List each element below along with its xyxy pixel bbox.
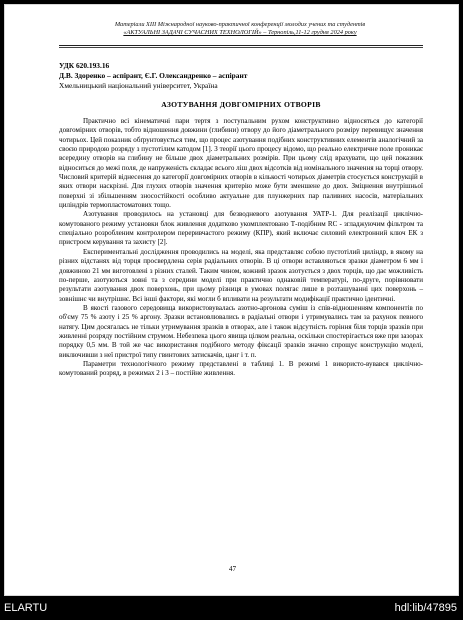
page-number: 47 <box>228 565 237 573</box>
repository-footer-bar <box>0 597 463 620</box>
authors: Д.В. Здоренко – аспірант, Є.Г. Олександренко – аспірант <box>59 71 248 80</box>
udk-code: УДК 620.193.16 <box>59 61 110 70</box>
repository-name: ELARTU <box>4 602 48 614</box>
paragraph: Практично всі кінематичні пари тертя з поступальним рухом конструктивно відносяться до категорії довгомірних отворів, тобто відношення довжини (глибини) отвору до його діаметрального розміру перевищує значення чотирьох. Цей показник обґрунтовується тим, що процес азотування подібних конструктивних елементів аналогічний за своєю природою розряду з пустотілим катодом [1]. З теорії цього процесу відомо, що реально електричне поле проникає всередину отворів на глибину не більше двох діаметральних розмірів. При цьому слід врахувати, що цей показник відноситься до межі поля, де напруженість складає всього ліш двох відсотків від номінального значення на торці отвору. Числовий критерій віднесення до категорії довгомірних отворів в кількості чотирьох діаметрів стосується конструкцій в яких отвори наскрізні. Для глухих отворів значення критерію може бути зменшене до двох. Зміцнення внутрішньої поверхні зі збільшенням зносостійкості особливо актуальне для плунжерних пар паливних насосів, матеріальних циліндрів термопластоматових тощо. <box>59 117 423 210</box>
paragraph: Параметри технологічного режиму представлені в таблиці 1. В режимі 1 використо-вувався циклічно-комутований розряд, в режимах 2 і 3 – постійне живлення. <box>59 359 423 378</box>
handle-id: hdl:lib/47895 <box>394 602 457 614</box>
header-line-1: Матеріали XIII Міжнародної науково-практичної конференції молодих учених та студентів <box>114 21 366 28</box>
header-rule <box>59 45 423 46</box>
affiliation: Хмельницький національний університет, Україна <box>59 81 218 90</box>
paragraph: Експериментальні дослідження проводились на моделі, яка представляє собою пустотілий циліндр, в якому на різних відстанях від торця просвердлена серія радіальних отворів. В ці отвори вставляються зразки діаметром 6 мм і довжиною 21 мм виготовлені з різних сталей. Таким чином, кожний зразок азотується з двох торців, що дає можливість по-перше, азотуються зовні та з середини моделі при практично однаковій температурі, по-друге, порівнювати результати азотування двох поверхонь, при цьому різниця в умовах полягає лише в розташуванні цих поверхонь – зовнішнє чи внутрішнє. Всі інші фактори, які могли б впливати на результати модифікації практично ідентичні. <box>59 247 423 303</box>
paragraph: Азотування проводилось на установці для безводневого азотування УАТР-1. Для реалізації циклічно-комутованого режиму установки блок живлення додатково укомплектовано Т-подібним RC - згладжуючим фільтром та спеціально розробленим контролером переривчастого режиму (КПР), який включає силовий електронний ключ ЕК з пристроєм керування та захисту [2]. <box>59 210 423 247</box>
header-rule-thin <box>59 47 423 48</box>
document-page <box>4 4 459 596</box>
article-title: АЗОТУВАННЯ ДОВГОМІРНИХ ОТВОРІВ <box>161 100 321 109</box>
article-body <box>59 117 423 379</box>
header-line-2: «АКТУАЛЬНІ ЗАДАЧІ СУЧАСНИХ ТЕХНОЛОГІЙ» – Тернопіль,11-12 грудня 2024 року <box>123 29 357 36</box>
conference-header <box>60 21 420 37</box>
paragraph: В якості газового середовища використовувалась азотно-аргонова суміш із спів-відношенням компонентів по об'єму 75 % азоту і 25 % аргону. Зразки встановлювались в радіальні отвори і утримувались там за рахунок певного натягу. Цим досягалась не тільки утримування зразків в отворах, але і також відсутність горіння біля торців зразків при живленні розряду постійним струмом. Небезпека цього явища цілком реальна, оскільки спостерігається вже при зазорах порядку 0,5 мм. В той же час використання подібного методу фіксації зразків значно спрощує конструкцію моделі, виключивши з неї пристрої типу гвинтових затискачів, цанг і т. п. <box>59 303 423 359</box>
